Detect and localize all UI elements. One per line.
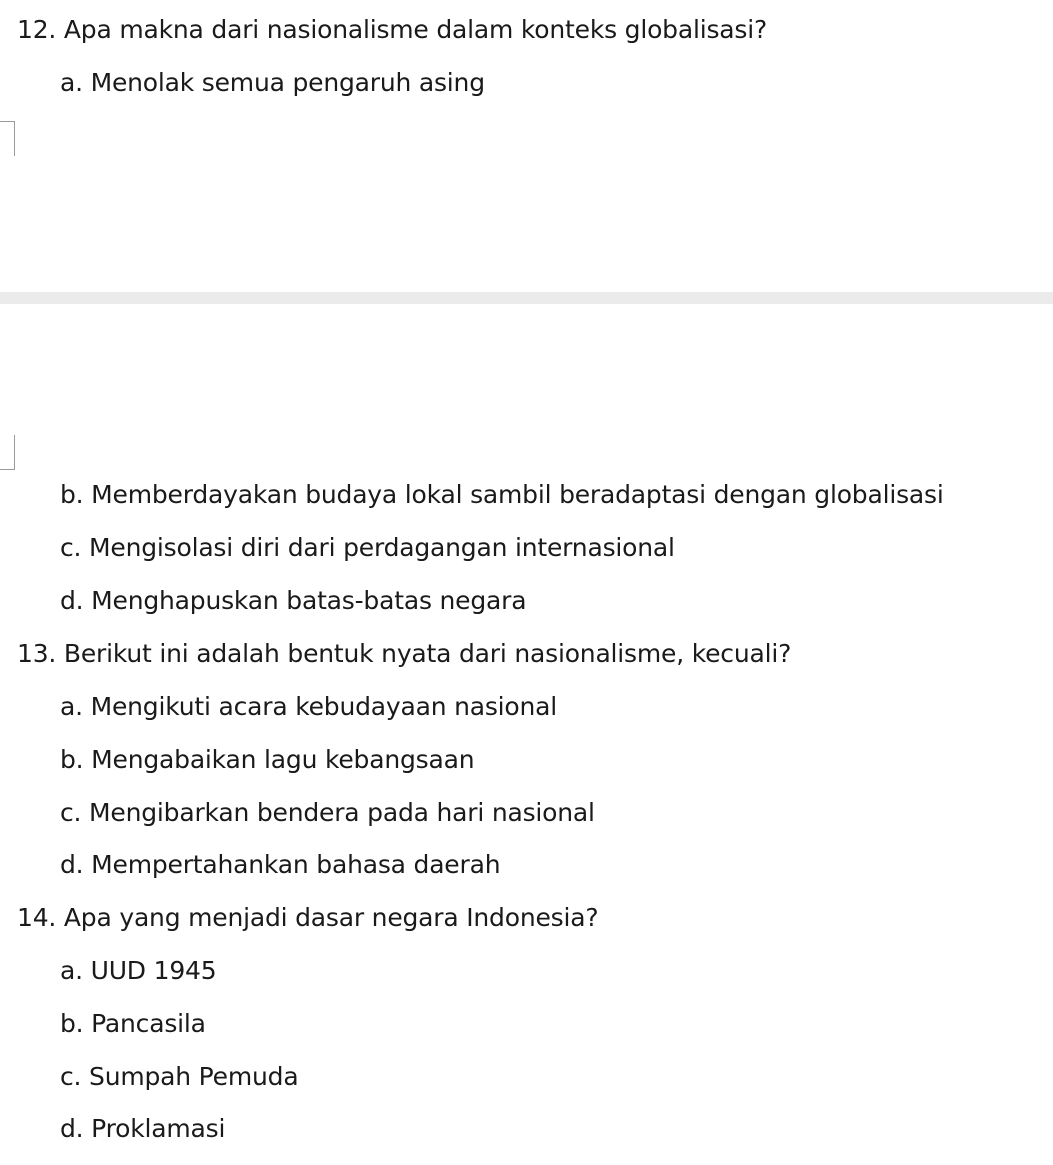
question-12-option-a: a. Menolak semua pengaruh asing	[60, 68, 485, 97]
question-13-option-d: d. Mempertahankan bahasa daerah	[60, 850, 501, 879]
question-13-option-b: b. Mengabaikan lagu kebangsaan	[60, 745, 475, 774]
page-corner-mark-top	[0, 121, 15, 156]
question-14-text: 14. Apa yang menjadi dasar negara Indonesia?	[17, 903, 599, 932]
question-12-option-c: c. Mengisolasi diri dari perdagangan internasional	[60, 533, 675, 562]
question-12-text: 12. Apa makna dari nasionalisme dalam konteks globalisasi?	[17, 15, 768, 44]
question-14-option-d: d. Proklamasi	[60, 1114, 226, 1143]
question-12-option-d: d. Menghapuskan batas-batas negara	[60, 586, 527, 615]
question-13-option-c: c. Mengibarkan bendera pada hari nasional	[60, 798, 595, 827]
question-13-text: 13. Berikut ini adalah bentuk nyata dari nasionalisme, kecuali?	[17, 639, 792, 668]
question-14-option-c: c. Sumpah Pemuda	[60, 1062, 299, 1091]
page-corner-mark-bottom	[0, 435, 15, 470]
question-14-option-a: a. UUD 1945	[60, 956, 217, 985]
question-13-option-a: a. Mengikuti acara kebudayaan nasional	[60, 692, 558, 721]
question-12-option-b: b. Memberdayakan budaya lokal sambil beradaptasi dengan globalisasi	[60, 480, 944, 509]
question-14-option-b: b. Pancasila	[60, 1009, 206, 1038]
page-break	[0, 292, 1053, 304]
